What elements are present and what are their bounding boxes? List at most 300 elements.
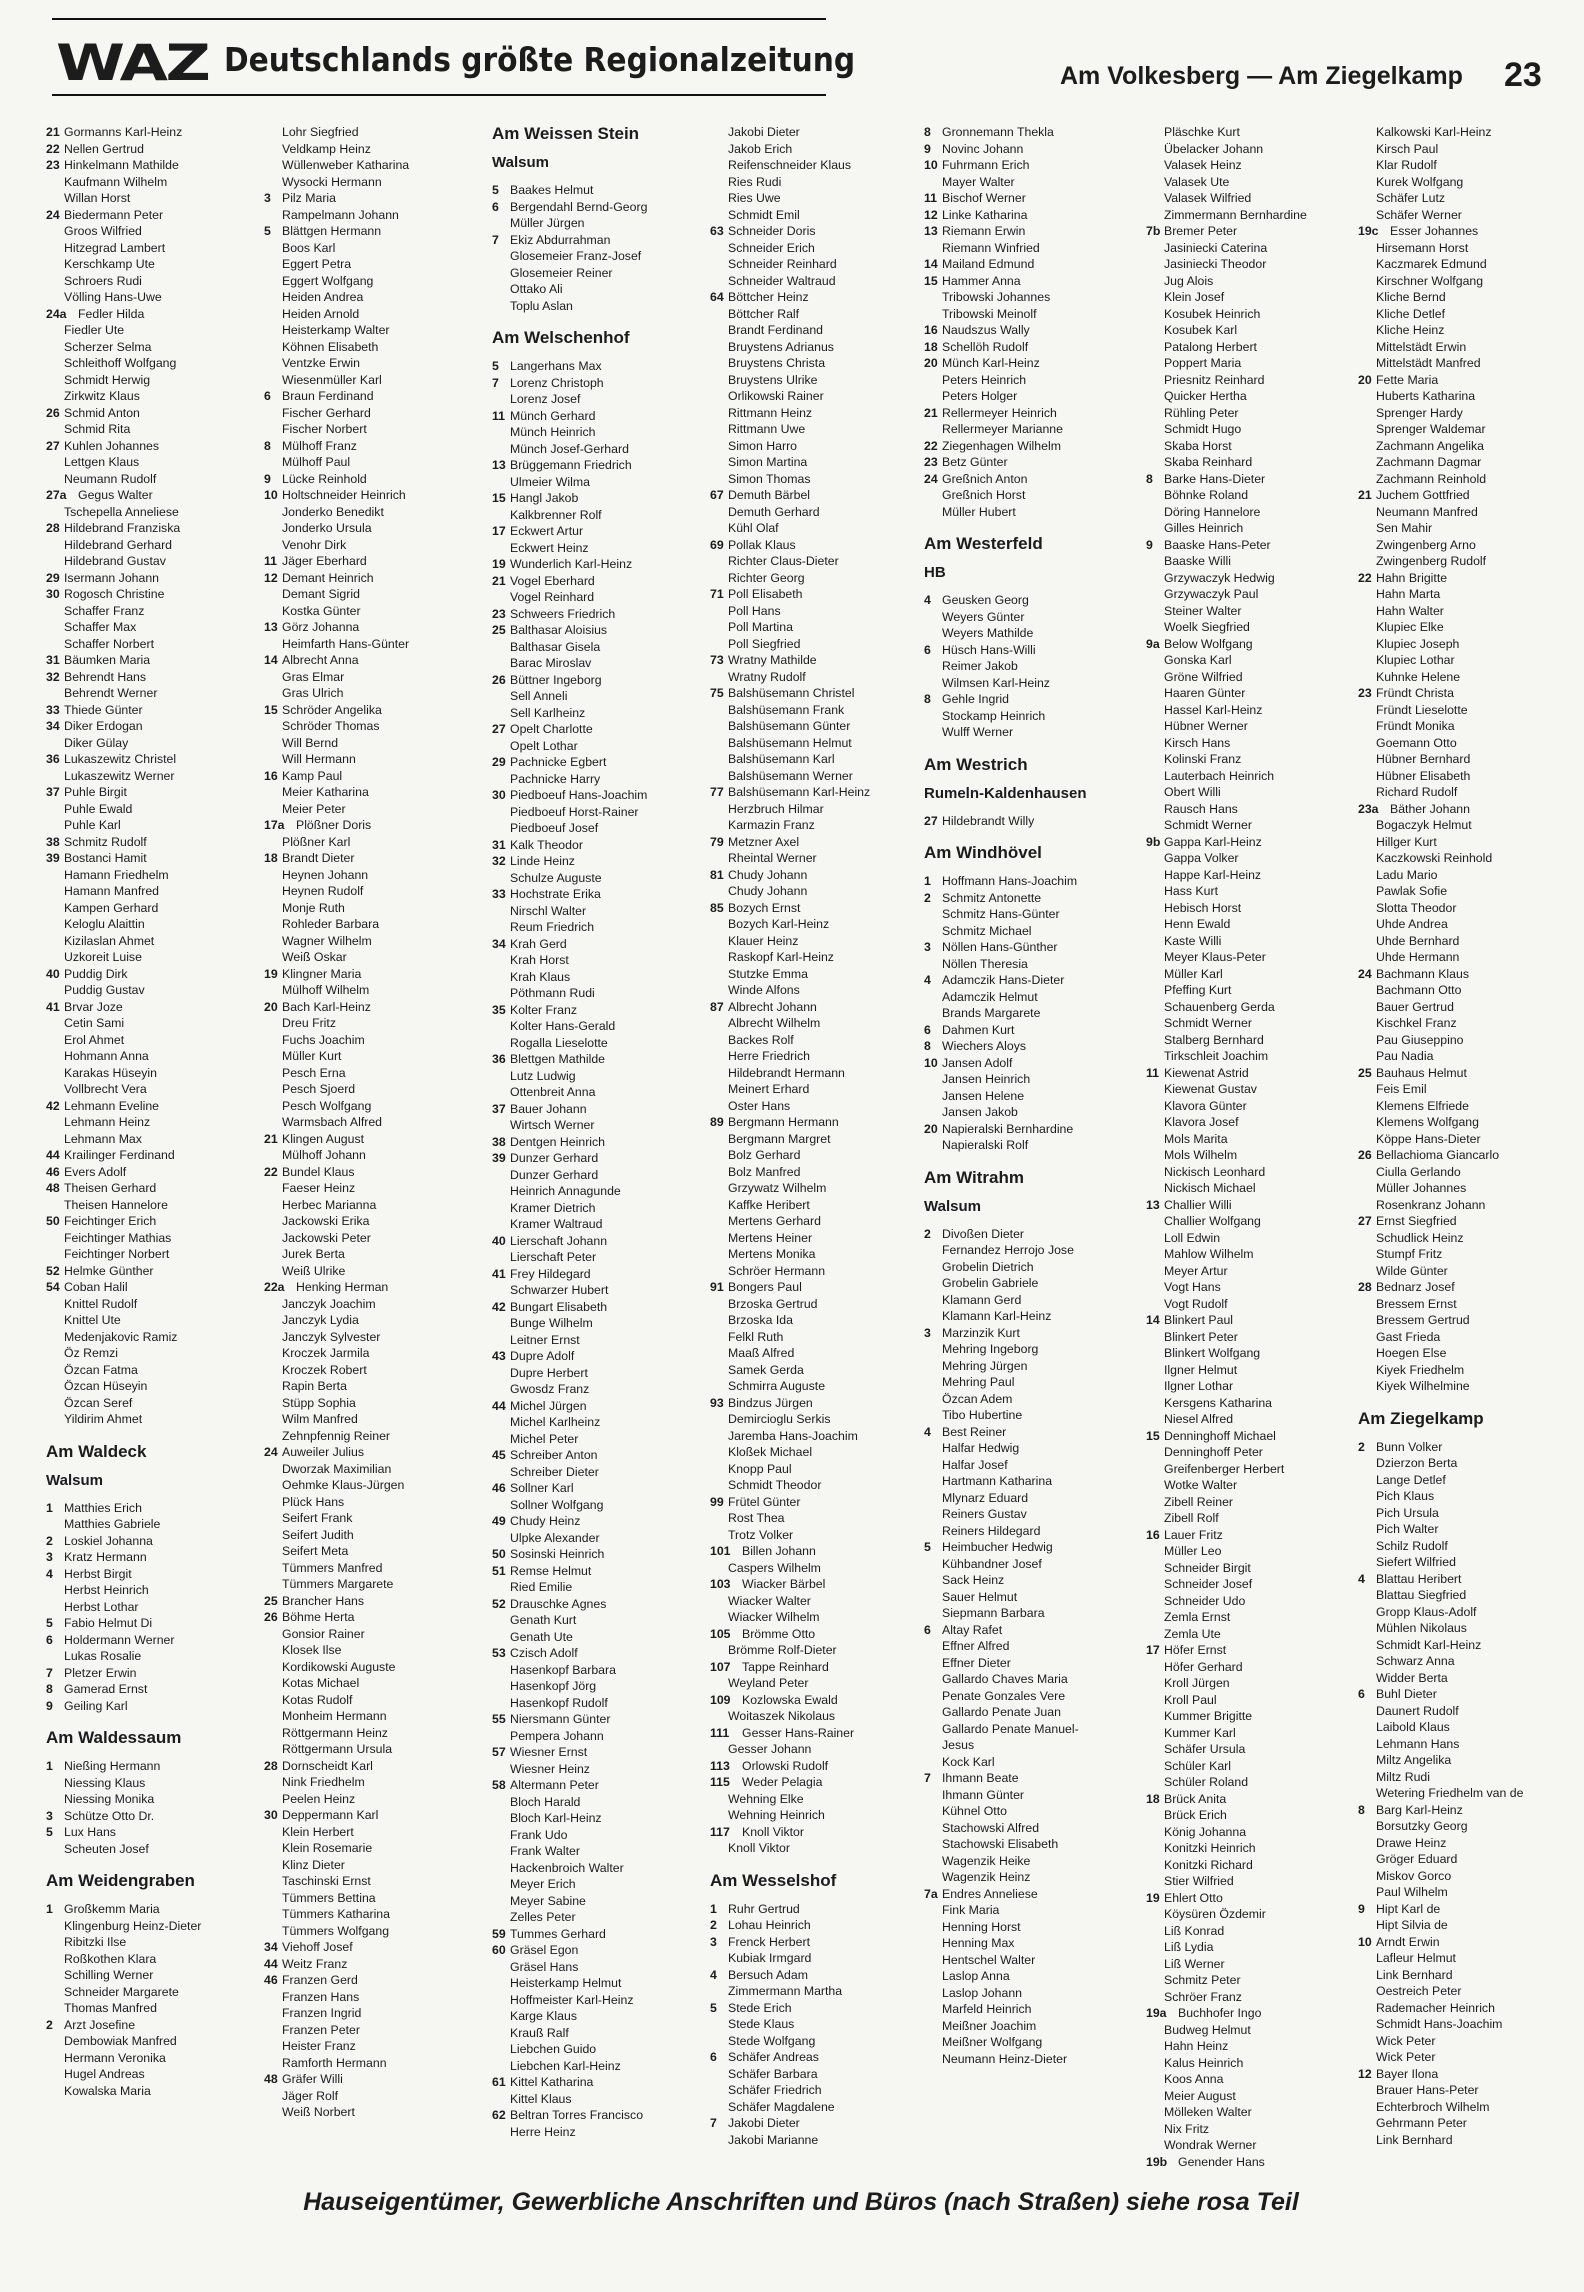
house-number: 87 [710,999,724,1014]
resident-entry [1358,223,1538,240]
resident-name: Gräfer Willi [282,2072,343,2086]
resident-name: Bogaczyk Helmut [1376,818,1472,832]
resident-entry [1358,669,1538,686]
resident-name: Daunert Rudolf [1376,1703,1459,1718]
resident-entry [710,339,890,356]
resident-entry [264,619,444,636]
house-number: 1 [46,1902,53,1916]
house-number [46,454,64,471]
resident-name: Ziegenhagen Wilhelm [942,438,1061,453]
resident-entry [46,1566,226,1583]
resident-name: Goemann Otto [1376,735,1457,750]
resident-entry [710,2082,890,2099]
resident-name: Theisen Gerhard [64,1181,157,1195]
house-number [710,1642,728,1659]
resident-name: Bellachioma Giancarlo [1376,1148,1500,1162]
resident-name: Zemla Ute [1164,1626,1221,1641]
resident-entry [710,1824,890,1841]
resident-entry [1146,1675,1326,1692]
resident-name: Tappe Reinhard [742,1659,829,1674]
resident-name: Rapin Berta [282,1379,347,1393]
resident-name: Plößner Karl [282,834,351,849]
resident-name: Herbst Birgit [64,1566,132,1581]
resident-entry [924,724,1104,741]
resident-name: Pau Giuseppino [1376,1032,1464,1047]
resident-name: Janczyk Lydia [282,1313,359,1327]
resident-entry [264,1923,444,1940]
house-number [264,1098,282,1115]
house-number [264,141,282,158]
house-number [1358,949,1376,966]
resident-entry [1358,141,1538,158]
resident-entry [1358,1670,1538,1687]
house-number [264,1048,282,1065]
resident-name: Eggert Wolfgang [282,273,374,288]
resident-entry [46,883,226,900]
house-number [710,157,728,174]
house-number [1358,834,1376,851]
resident-entry [264,553,444,570]
house-number [264,669,282,686]
resident-name: Wick Peter [1376,2050,1436,2064]
house-number [924,2034,942,2051]
resident-name: Bauer Johann [510,1101,587,1116]
resident-name: Holdermann Werner [64,1632,175,1647]
resident-entry [264,1081,444,1098]
resident-name: Knittel Rudolf [64,1296,138,1311]
house-number [46,916,64,933]
resident-entry [46,388,226,405]
resident-entry [710,702,890,719]
house-number [264,685,282,702]
house-number [1146,1411,1164,1428]
resident-name: Krailinger Ferdinand [64,1148,175,1162]
resident-name: Valasek Ute [1164,174,1230,189]
house-number [1358,1851,1376,1868]
resident-entry [1358,1312,1538,1329]
house-number [1146,603,1164,620]
resident-name: Bauhaus Helmut [1376,1065,1467,1080]
resident-name: Jakobi Dieter [728,125,800,139]
resident-name: Backes Rolf [728,1032,794,1047]
resident-entry [264,2022,444,2039]
house-number: 7a [924,1886,938,1901]
resident-name: Demuth Bärbel [728,488,811,502]
resident-name: Schaffer Max [64,620,137,634]
house-number [1358,1769,1376,1786]
house-number [1358,1983,1376,2000]
resident-entry [46,1263,226,1280]
house-number [1146,388,1164,405]
house-number [710,141,728,158]
resident-entry [264,1576,444,1593]
resident-entry [492,1414,672,1431]
resident-name: Seifert Frank [282,1511,353,1525]
resident-entry [492,265,672,282]
resident-entry [264,223,444,240]
house-number [264,1692,282,1709]
resident-entry [1146,141,1326,158]
resident-entry [924,1556,1104,1573]
resident-entry [924,939,1104,956]
resident-entry [264,1593,444,1610]
resident-name: Ekiz Abdurrahman [510,232,611,247]
resident-entry [492,1563,672,1580]
resident-entry [46,1147,226,1164]
house-number [46,1984,64,2001]
resident-name: Müller Hubert [942,504,1016,519]
resident-entry [710,190,890,207]
resident-entry [264,355,444,372]
house-number [46,1918,64,1935]
house-number [710,718,728,735]
resident-name: Mehring Ingeborg [942,1342,1039,1356]
resident-name: Kroll Paul [1164,1692,1217,1707]
resident-entry [492,2124,672,2141]
house-number [924,1605,942,1622]
resident-entry [1358,2132,1538,2149]
resident-name: Henning Horst [942,1919,1021,1934]
resident-name: Weiß Norbert [282,2105,355,2119]
house-number [492,1975,510,1992]
resident-name: Kramer Waltraud [510,1217,603,1231]
resident-entry [1146,1873,1326,1890]
resident-entry [1358,1197,1538,1214]
resident-name: Bäumken Maria [64,653,151,667]
resident-name: Mehring Jürgen [942,1358,1028,1373]
house-number [1358,289,1376,306]
house-number [1146,718,1164,735]
house-number [924,1242,942,1259]
resident-name: Dunzer Gerhard [510,1167,599,1182]
house-number [710,339,728,356]
house-number [1358,174,1376,191]
house-number [1146,124,1164,141]
resident-entry [46,2066,226,2083]
street-heading: Am Westerfeld [924,534,1043,553]
house-number: 55 [492,1712,506,1726]
resident-name: Stüpp Sophia [282,1395,356,1410]
resident-name: Halfar Josef [942,1457,1008,1472]
house-number: 19a [1146,2006,1167,2020]
house-number [710,1345,728,1362]
resident-entry [924,592,1104,609]
resident-name: Klupiec Lothar [1376,653,1455,667]
resident-name: Poll Martina [728,620,793,634]
house-number: 50 [46,1214,60,1228]
resident-name: Kiyek Wilhelmine [1376,1379,1470,1393]
resident-name: Challier Willi [1164,1197,1232,1212]
resident-name: Kaczkowski Reinhold [1376,851,1493,865]
resident-entry [710,1065,890,1082]
resident-name: Balshüsemann Helmut [728,735,852,750]
resident-name: Schmidt Werner [1164,818,1252,832]
house-number [264,1263,282,1280]
resident-name: Drawe Heinz [1376,1835,1447,1850]
resident-entry [492,820,672,837]
resident-entry [1358,1653,1538,1670]
resident-entry [924,1869,1104,1886]
resident-entry [46,1032,226,1049]
resident-name: Heimfarth Hans-Günter [282,636,410,651]
resident-name: Viehoff Josef [282,1940,353,1954]
resident-name: Siefert Wilfried [1376,1555,1456,1569]
resident-name: Jäger Rolf [282,2088,339,2103]
resident-entry [924,1754,1104,1771]
house-number [1358,322,1376,339]
house-number [710,1378,728,1395]
resident-name: Kaffke Heribert [728,1197,810,1212]
resident-name: Knoll Viktor [728,1841,790,1855]
resident-entry [710,520,890,537]
house-number: 9 [264,471,271,486]
resident-name: Weder Pelagia [742,1775,823,1789]
house-number: 28 [46,521,60,535]
resident-entry [1358,1048,1538,1065]
house-number [46,768,64,785]
house-number [492,870,510,887]
resident-entry [264,2005,444,2022]
resident-entry [710,982,890,999]
house-number [1146,174,1164,191]
resident-entry [924,1902,1104,1919]
resident-name: Gamerad Ernst [64,1682,148,1696]
resident-entry [492,1480,672,1497]
resident-name: Lehmann Max [64,1131,142,1146]
resident-name: Vogt Hans [1164,1280,1221,1294]
resident-name: Zelles Peter [510,1910,576,1924]
house-number [264,900,282,917]
house-number [1146,900,1164,917]
house-number [1358,1081,1376,1098]
house-number [1146,982,1164,999]
resident-entry [924,1242,1104,1259]
house-number [492,1497,510,1514]
house-number: 16 [924,323,938,337]
resident-entry [1146,2104,1326,2121]
resident-entry [710,1917,890,1934]
resident-name: Brück Erich [1164,1808,1227,1822]
house-number [1358,933,1376,950]
house-number [1358,1180,1376,1197]
house-number [710,1609,728,1626]
resident-entry [710,1411,890,1428]
house-number [1358,751,1376,768]
resident-entry [1146,1131,1326,1148]
resident-name: Kamp Paul [282,768,343,783]
resident-name: Neumann Rudolf [64,471,157,486]
resident-entry [924,405,1104,422]
resident-entry [924,421,1104,438]
house-number [264,2022,282,2039]
resident-entry [1146,1065,1326,1082]
resident-entry [264,273,444,290]
resident-name: Brzoska Gertrud [728,1296,818,1311]
resident-entry [1358,504,1538,521]
house-number: 1 [46,1759,53,1773]
resident-entry [710,223,890,240]
resident-name: Pachnicke Egbert [510,755,607,769]
resident-name: Karmazin Franz [728,818,815,832]
resident-entry [1146,190,1326,207]
house-number [1358,1653,1376,1670]
resident-name: Bozych Ernst [728,900,801,915]
resident-entry [264,289,444,306]
resident-entry [492,573,672,590]
resident-name: Eggert Petra [282,257,352,271]
resident-entry [1146,949,1326,966]
house-number [1358,619,1376,636]
resident-name: Schreiber Dieter [510,1464,599,1479]
resident-entry [710,141,890,158]
resident-entry [264,1527,444,1544]
house-number: 4 [924,973,931,987]
resident-entry [492,2074,672,2091]
resident-entry [46,1131,226,1148]
house-number [1146,883,1164,900]
house-number [492,2091,510,2108]
resident-name: Brandt Dieter [282,851,355,865]
resident-entry [1146,1180,1326,1197]
resident-entry [492,1431,672,1448]
resident-entry [492,969,672,986]
resident-entry [924,487,1104,504]
resident-name: Özcan Seref [64,1395,133,1410]
resident-name: Wilde Günter [1376,1263,1448,1278]
resident-entry [264,850,444,867]
resident-name: Richter Claus-Dieter [728,554,839,568]
house-number [264,256,282,273]
house-number [710,1213,728,1230]
house-number: 9a [1146,636,1160,651]
resident-entry [710,1345,890,1362]
house-number [46,1329,64,1346]
resident-name: Krah Klaus [510,969,571,984]
house-number [46,2000,64,2017]
resident-name: Gwosdz Franz [510,1382,590,1396]
resident-name: Wysocki Hermann [282,174,382,189]
house-number: 9 [1358,1901,1365,1916]
resident-name: Sauer Helmut [942,1589,1018,1604]
house-number [264,1395,282,1412]
resident-entry [264,207,444,224]
resident-entry [1358,570,1538,587]
resident-name: Gräsel Egon [510,1943,579,1957]
resident-entry [1358,751,1538,768]
resident-name: Klavora Josef [1164,1115,1239,1129]
resident-entry [710,1147,890,1164]
resident-entry [1358,1455,1538,1472]
house-number [46,174,64,191]
resident-entry [1358,817,1538,834]
resident-entry [1146,1923,1326,1940]
resident-name: Groos Wilfried [64,224,142,238]
resident-name: Wiacker Bärbel [742,1577,826,1591]
resident-name: Behrendt Hans [64,669,147,684]
house-number: 5 [710,2000,717,2015]
street-heading: Am Windhövel [924,843,1042,862]
resident-entry [264,1461,444,1478]
resident-entry [46,1775,226,1792]
house-number: 25 [264,1593,278,1608]
house-number [264,2055,282,2072]
resident-entry [492,1233,672,1250]
resident-name: Bruystens Christa [728,356,826,370]
house-number [492,1810,510,1827]
resident-entry [924,675,1104,692]
resident-name: Simon Martina [728,455,808,469]
house-number [46,2066,64,2083]
resident-name: Kirschner Wolfgang [1376,273,1484,288]
resident-name: Taschinski Ernst [282,1874,371,1888]
resident-name: Puhle Karl [64,818,121,832]
house-number: 7 [46,1665,53,1680]
resident-entry [924,1671,1104,1688]
house-number: 12 [924,207,938,222]
house-number [264,2038,282,2055]
house-number: 4 [46,1566,53,1581]
footer-note: Hauseigentümer, Gewerbliche Anschriften und Büros (nach Straßen) siehe rosa Teil [303,2188,1299,2216]
house-number [1358,883,1376,900]
house-number: 48 [264,2072,278,2086]
resident-entry [1358,1246,1538,1263]
resident-name: Rosenkranz Johann [1376,1197,1486,1212]
resident-name: Pich Walter [1376,1522,1439,1536]
resident-name: Ciulla Gerlando [1376,1164,1461,1179]
resident-entry [264,1362,444,1379]
resident-name: Bloch Harald [510,1794,581,1809]
resident-entry [492,1117,672,1134]
resident-name: Hackenbroich Walter [510,1860,624,1875]
resident-entry [924,1803,1104,1820]
resident-entry [924,1341,1104,1358]
resident-entry [1146,289,1326,306]
house-number [1358,207,1376,224]
resident-entry [46,801,226,818]
resident-entry [924,1121,1104,1138]
resident-name: Mols Marita [1164,1131,1228,1146]
house-number [1146,504,1164,521]
resident-entry [710,834,890,851]
resident-entry [924,306,1104,323]
resident-entry [710,1758,890,1775]
house-number [924,1490,942,1507]
resident-entry [924,1968,1104,1985]
house-number [710,504,728,521]
resident-entry [46,1230,226,1247]
resident-entry [1358,1554,1538,1571]
resident-entry [1146,1708,1326,1725]
house-number: 14 [924,257,938,271]
house-number [46,1582,64,1599]
house-number [264,916,282,933]
house-number [46,1648,64,1665]
house-number: 5 [924,1540,931,1554]
house-number [1146,1246,1164,1263]
house-number [264,1791,282,1808]
resident-entry [1358,1868,1538,1885]
house-number [1146,1725,1164,1742]
resident-name: Laslop Anna [942,1969,1010,1983]
house-number [1358,1950,1376,1967]
resident-name: Blattau Heribert [1376,1571,1462,1586]
resident-name: Mlynarz Eduard [942,1490,1029,1505]
resident-entry [492,1497,672,1514]
resident-entry [492,1167,672,1184]
resident-entry [264,966,444,983]
resident-entry [1146,339,1326,356]
resident-entry [710,1983,890,2000]
